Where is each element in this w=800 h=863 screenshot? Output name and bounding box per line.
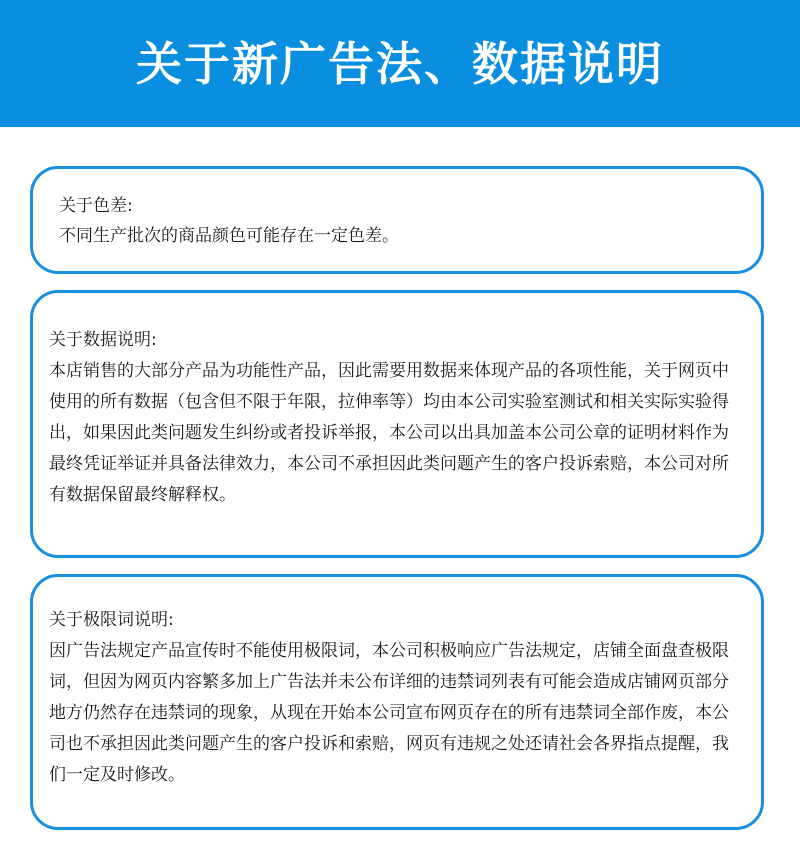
- page-title: 关于新广告法、数据说明: [136, 36, 664, 91]
- section-body: 不同生产批次的商品颜色可能存在一定色差。: [59, 226, 399, 246]
- header-banner: [0, 0, 800, 127]
- section-color-difference: [30, 166, 764, 274]
- section-body: 因广告法规定产品宣传时不能使用极限词，本公司积极响应广告法规定，店铺全面盘查极限词，但因为网页内容繁多加上广告法并未公布详细的违禁词列表有可能会造成店铺网页部分地方仍然存在违禁词的现象，从现在开始本公司宣布网页存在的所有违禁词全部作废，本公司也不承担因此类问题产生的客户投诉和索赔，网页有违规之处还请社会各界指点提醒，我们一定及时修改。: [49, 641, 729, 785]
- section-heading: 关于色差:: [59, 196, 133, 216]
- section-data-statement: [30, 290, 764, 558]
- section-heading: 关于数据说明:: [49, 330, 157, 350]
- section-body: 本店销售的大部分产品为功能性产品，因此需要用数据来体现产品的各项性能，关于网页中使用的所有数据（包含但不限于年限，拉伸率等）均由本公司实验室测试和相关实际实验得出，如果因此类问题发生纠纷或者投诉举报，本公司以出具加盖本公司公章的证明材料作为最终凭证举证并具备法律效力，本公司不承担因此类问题产生的客户投诉索赔，本公司对所有数据保留最终解释权。: [49, 361, 729, 505]
- section-superlative-words: [30, 574, 764, 830]
- section-heading: 关于极限词说明:: [49, 610, 174, 630]
